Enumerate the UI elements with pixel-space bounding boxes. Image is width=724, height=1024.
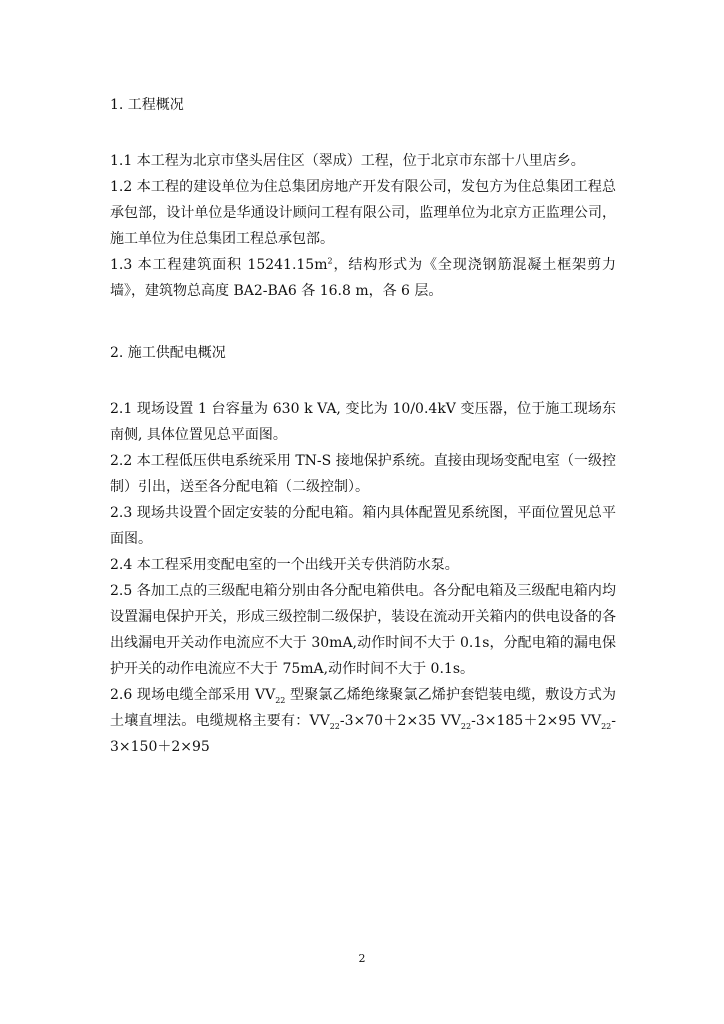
cable-subscript: 22 — [601, 721, 612, 731]
paragraph-1-2: 1.2 本工程的建设单位为住总集团房地产开发有限公司，发包方为住总集团工程总承包部，设计单位是华通设计顾问工程有限公司，监理单位为北京方正监理公司，施工单位为住总集团工程总承包部。 — [110, 179, 616, 247]
paragraph-2-6-text-b: 型聚氯乙烯绝缘聚氯乙烯护套铠装电缆，敷设方式为土壤直埋法。电缆规格主要有：VV — [110, 687, 616, 729]
paragraph-2-5: 2.5 各加工点的三级配电箱分别由各分配电箱供电。各分配电箱及三级配电箱内均设置漏电保护开关，形成三级控制二级保护，装设在流动开关箱内的供电设备的各出线漏电开关动作电流应不大于 30mA,动作时间不大于 0.1s，分配电箱的漏电保护开关的动作电流应不大于 75mA,动作时间不大于 0.1s。 — [110, 583, 616, 677]
cable-subscript: 22 — [329, 721, 340, 731]
paragraph-1-3 — [110, 252, 616, 304]
paragraph-2-2: 2.2 本工程低压供电系统采用 TN-S 接地保护系统。直接由现场变配电室（一级控制）引出，送至各分配电箱（二级控制）。 — [110, 453, 616, 495]
paragraph-2-4: 2.4 本工程采用变配电室的一个出线开关专供消防水泵。 — [110, 557, 459, 573]
cable-subscript: 22 — [460, 721, 472, 731]
paragraph-1-3-text-a: 1.3 本工程建筑面积 15241.15m — [110, 257, 328, 273]
section-heading-overview: 1. 工程概况 — [110, 97, 184, 113]
paragraph-1-1: 1.1 本工程为北京市垡头居住区（翠成）工程，位于北京市东部十八里店乡。 — [110, 153, 585, 169]
overview-section — [110, 148, 616, 304]
paragraph-2-6-text-c: -3×70＋2×35 VV — [339, 713, 461, 729]
paragraph-2-6 — [110, 682, 616, 760]
power-supply-section — [110, 396, 616, 760]
paragraph-2-3: 2.3 现场共设置个固定安装的分配电箱。箱内具体配置见系统图，平面位置见总平面图。 — [110, 505, 616, 547]
paragraph-1-3-text-b: ，结构形式为《全现浇钢筋混凝土框架剪力墙》，建筑物总高度 BA2-BA6 各 16.8 m，各 6 层。 — [110, 257, 617, 299]
paragraph-2-6-text-e: -3×150＋2×95 — [110, 713, 616, 755]
cable-subscript: 22 — [275, 695, 286, 705]
paragraph-2-6-text-d: -3×185＋2×95 VV — [471, 713, 602, 729]
section-heading-power-supply: 2. 施工供配电概况 — [110, 345, 226, 361]
paragraph-2-1: 2.1 现场设置 1 台容量为 630 k VA, 变比为 10/0.4kV 变压器，位于施工现场东南侧, 具体位置见总平面图。 — [110, 401, 616, 443]
paragraph-2-6-text-a: 2.6 现场电缆全部采用 VV — [110, 687, 276, 703]
area-unit-superscript: 2 — [327, 256, 333, 266]
page-number: 2 — [358, 952, 366, 965]
